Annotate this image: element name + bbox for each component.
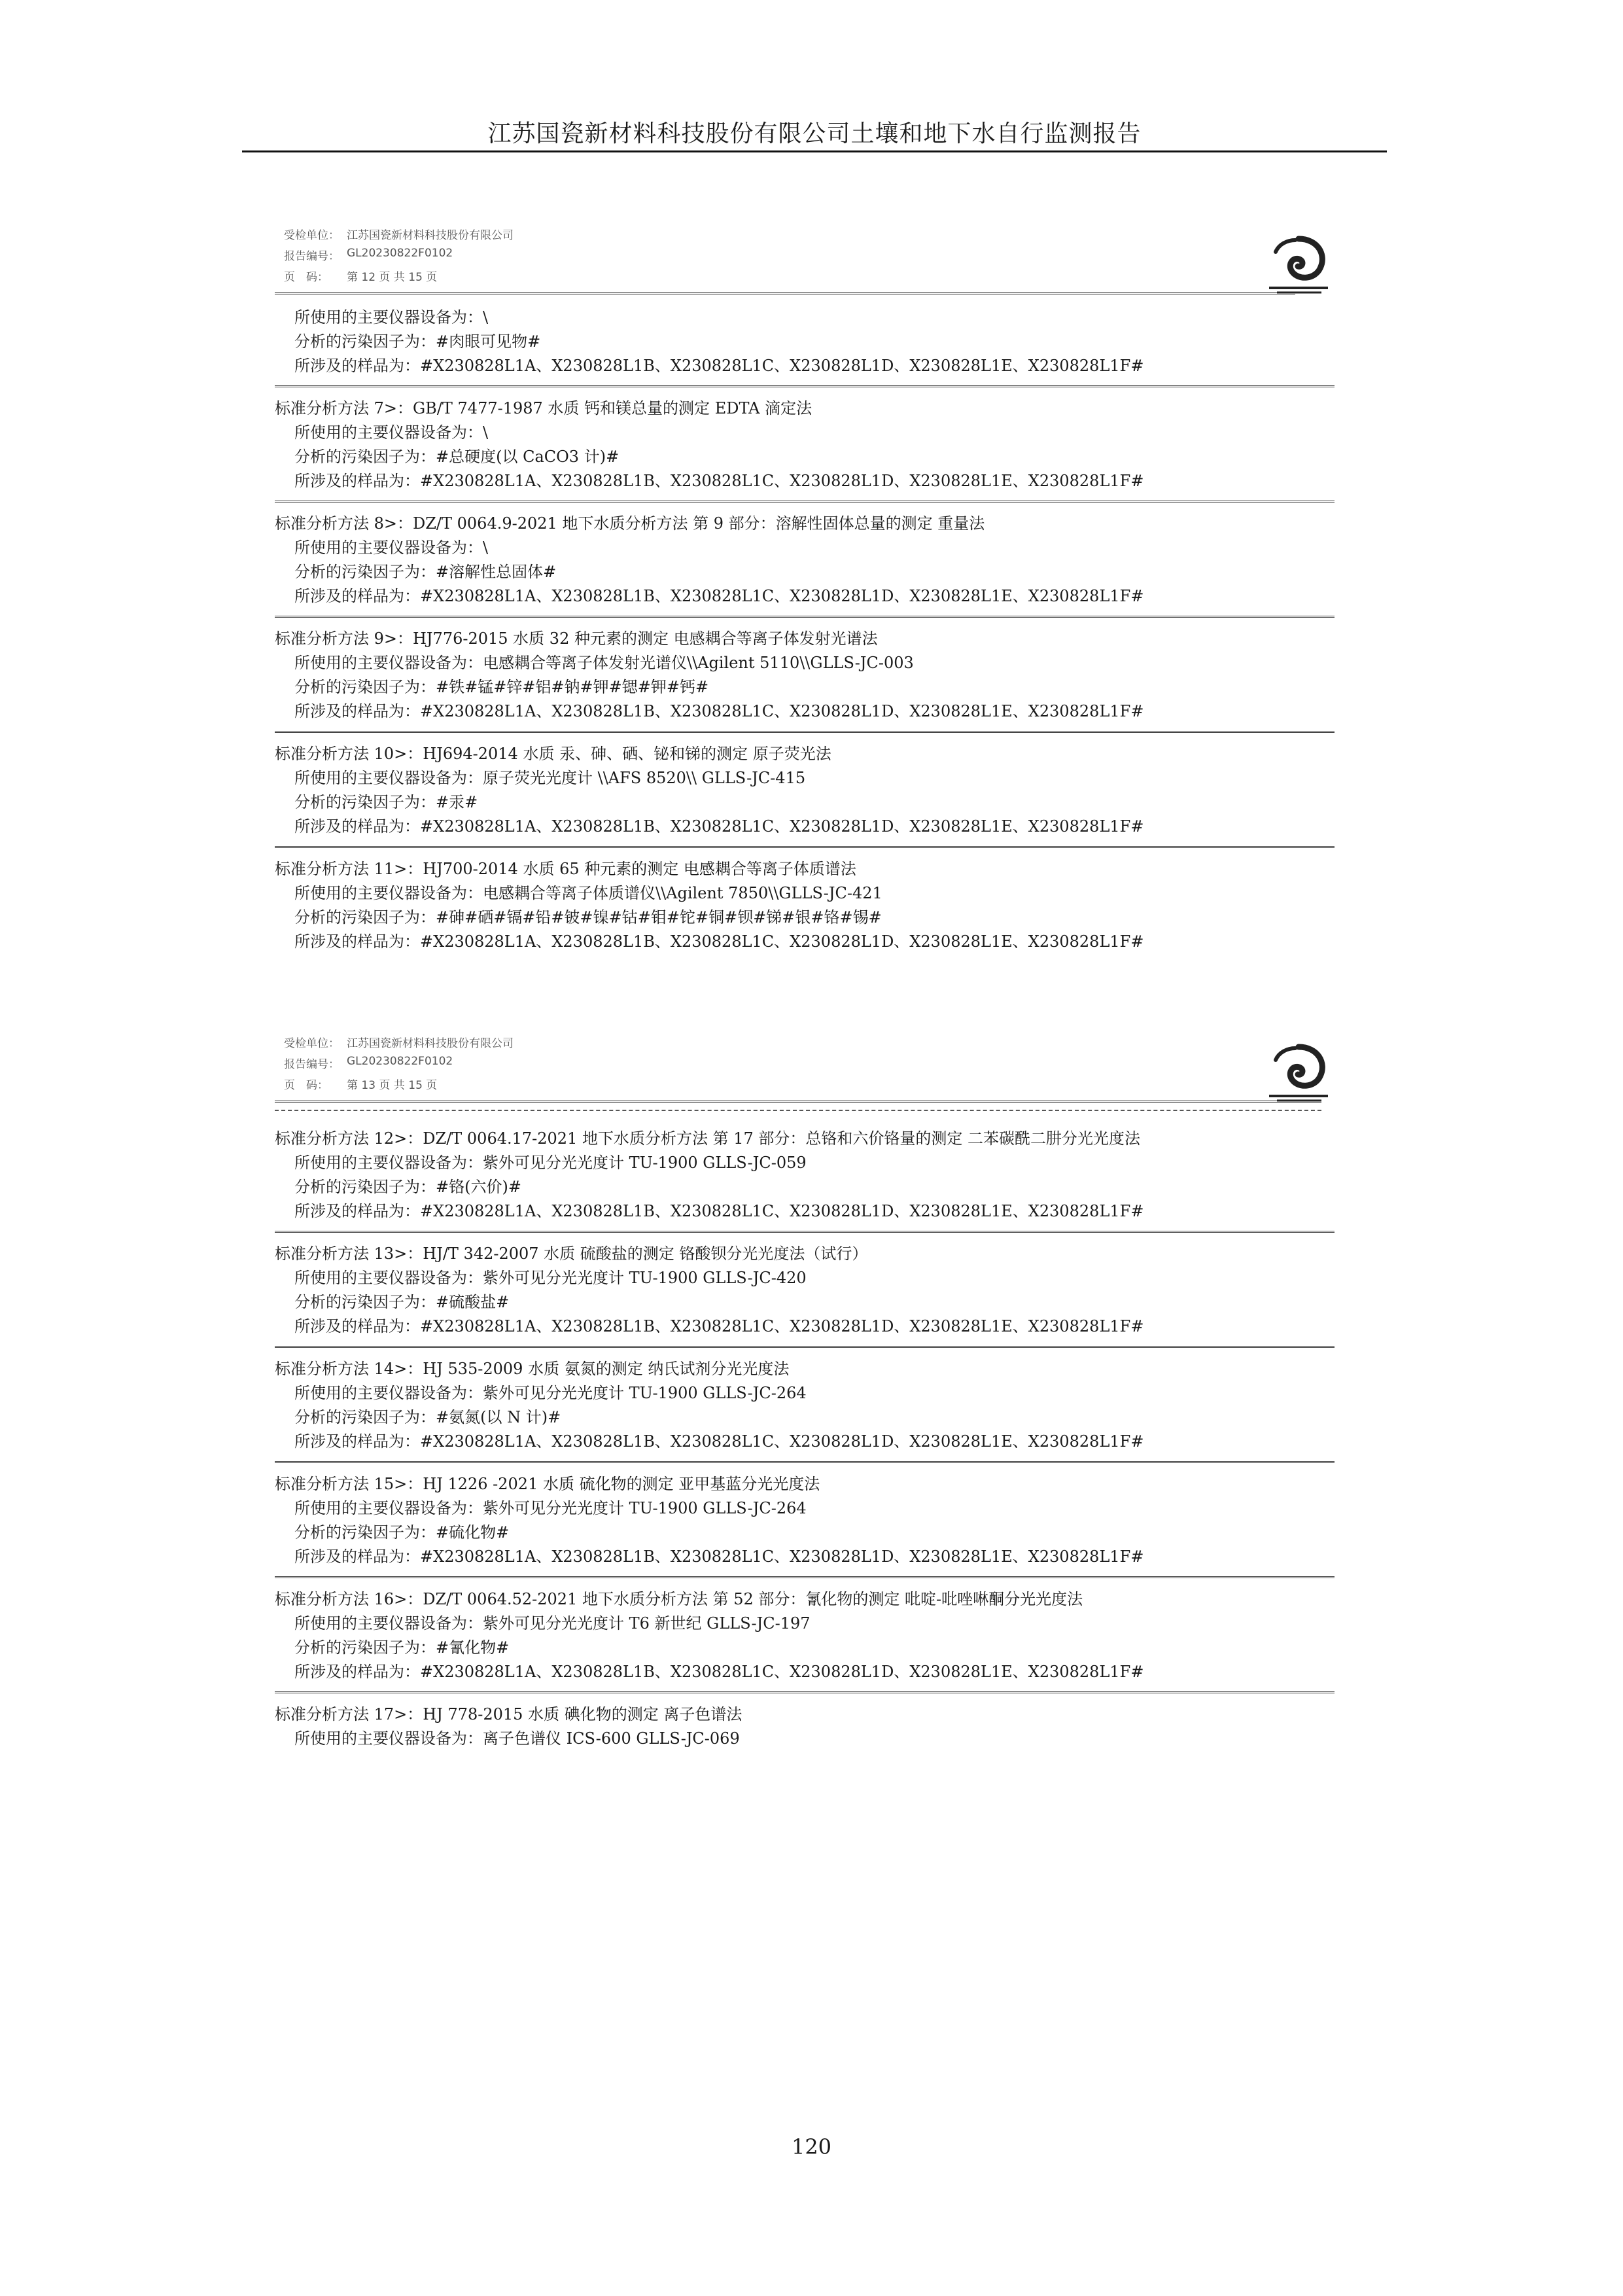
meta-value: 江苏国瓷新材料科技股份有限公司 [347,229,514,242]
method-section [275,393,1335,499]
method-detail-line: 所使用的主要仪器设备为：原子荧光光度计 \\AFS 8520\\ GLLS-JC-415 [294,769,806,787]
meta-value: GL20230822F0102 [347,1055,453,1068]
method-section [275,1468,1335,1574]
report-block-page-13 [275,1034,1335,1756]
method-detail-line: 所涉及的样品为：#X230828L1A、X230828L1B、X230828L1C、X230828L1D、X230828L1E、X230828L1F# [294,817,1144,836]
method-detail-line: 分析的污染因子为：#氰化物# [294,1638,510,1657]
report-meta [275,226,1335,289]
meta-key: 报告编号： [284,250,340,263]
meta-key: 报告编号： [284,1058,340,1071]
method-detail-line: 所涉及的样品为：#X230828L1A、X230828L1B、X230828L1C、X230828L1D、X230828L1E、X230828L1F# [294,702,1144,720]
meta-value: 第 13 页 共 15 页 [347,1079,438,1092]
method-detail-line: 所涉及的样品为：#X230828L1A、X230828L1B、X230828L1C、X230828L1D、X230828L1E、X230828L1F# [294,357,1144,375]
method-detail-line: 所使用的主要仪器设备为：紫外可见分光光度计 T6 新世纪 GLLS-JC-197 [294,1614,811,1633]
section-divider [275,1689,1335,1699]
method-detail-line: 分析的污染因子为：#砷#硒#镉#铅#铍#镍#钴#钼#铊#铜#钡#锑#银#铬#锡# [294,908,882,927]
method-section [275,1583,1335,1689]
method-section [275,302,1335,383]
method-heading: 标准分析方法 14>：HJ 535-2009 水质 氨氮的测定 纳氏试剂分光光度法 [275,1360,790,1378]
method-heading: 标准分析方法 11>：HJ700-2014 水质 65 种元素的测定 电感耦合等离子体质谱法 [275,860,856,878]
meta-row [275,226,1335,247]
method-detail-line: 分析的污染因子为：#汞# [294,793,478,811]
meta-divider [275,1101,1321,1104]
method-detail-line: 所涉及的样品为：#X230828L1A、X230828L1B、X230828L1C、X230828L1D、X230828L1E、X230828L1F# [294,472,1144,490]
section-divider [275,1459,1335,1468]
method-detail-line: 所涉及的样品为：#X230828L1A、X230828L1B、X230828L1C、X230828L1D、X230828L1E、X230828L1F# [294,1663,1144,1681]
method-section [275,1353,1335,1459]
meta-value: 江苏国瓷新材料科技股份有限公司 [347,1037,514,1050]
method-detail-line: 所涉及的样品为：#X230828L1A、X230828L1B、X230828L1C、X230828L1D、X230828L1E、X230828L1F# [294,1547,1144,1566]
method-detail-line: 所使用的主要仪器设备为：\ [294,308,489,327]
method-section [275,853,1335,959]
method-detail-line: 分析的污染因子为：#总硬度(以 CaCO3 计)# [294,448,620,466]
meta-key: 受检单位： [284,229,340,242]
method-detail-line: 所使用的主要仪器设备为：\ [294,539,489,557]
method-heading: 标准分析方法 15>：HJ 1226 -2021 水质 硫化物的测定 亚甲基蓝分光光度法 [275,1475,820,1493]
method-detail-line: 分析的污染因子为：#铁#锰#锌#铝#钠#钾#锶#钾#钙# [294,678,709,696]
method-heading: 标准分析方法 17>：HJ 778-2015 水质 碘化物的测定 离子色谱法 [275,1705,742,1723]
section-divider [275,1344,1335,1353]
method-heading: 标准分析方法 16>：DZ/T 0064.52-2021 地下水质分析方法 第 52 部分：氰化物的测定 吡啶-吡唑啉酮分光光度法 [275,1590,1083,1608]
header-rule [242,150,1387,152]
section-divider [275,844,1335,853]
report-meta [275,1034,1335,1097]
page-title: 江苏国瓷新材料科技股份有限公司土壤和地下水自行监测报告 [487,120,1142,147]
section-divider [275,1574,1335,1583]
method-detail-line: 所使用的主要仪器设备为：紫外可见分光光度计 TU-1900 GLLS-JC-264 [294,1384,807,1402]
section-divider [275,383,1335,393]
meta-value: GL20230822F0102 [347,247,453,260]
meta-key: 页 码： [284,271,328,284]
method-heading: 标准分析方法 8>：DZ/T 0064.9-2021 地下水质分析方法 第 9 部分：溶解性固体总量的测定 重量法 [275,514,985,533]
meta-row [275,247,1335,268]
report-sections [275,1123,1335,1756]
section-divider [275,729,1335,738]
method-detail-line: 分析的污染因子为：#氨氮(以 N 计)# [294,1408,561,1426]
method-heading: 标准分析方法 12>：DZ/T 0064.17-2021 地下水质分析方法 第 17 部分：总铬和六价铬量的测定 二苯碳酰二肼分光光度法 [275,1129,1141,1148]
section-divider [275,1229,1335,1238]
method-section [275,1123,1335,1229]
method-detail-line: 分析的污染因子为：#硫化物# [294,1523,510,1542]
method-detail-line: 所涉及的样品为：#X230828L1A、X230828L1B、X230828L1C、X230828L1D、X230828L1E、X230828L1F# [294,1317,1144,1335]
method-section [275,623,1335,729]
method-detail-line: 分析的污染因子为：#硫酸盐# [294,1293,510,1311]
report-sections [275,302,1335,959]
meta-divider [275,292,1295,296]
meta-row [275,1076,1335,1097]
method-detail-line: 分析的污染因子为：#肉眼可见物# [294,332,541,351]
page-number: 120 [791,2134,832,2159]
meta-key: 受检单位： [284,1037,340,1050]
meta-row [275,268,1335,289]
method-detail-line: 所使用的主要仪器设备为：紫外可见分光光度计 TU-1900 GLLS-JC-059 [294,1154,807,1172]
method-section [275,738,1335,844]
section-divider [275,614,1335,623]
meta-row [275,1055,1335,1076]
method-heading: 标准分析方法 10>：HJ694-2014 水质 汞、砷、硒、铋和锑的测定 原子荧光法 [275,745,831,763]
method-detail-line: 所涉及的样品为：#X230828L1A、X230828L1B、X230828L1C、X230828L1D、X230828L1E、X230828L1F# [294,932,1144,951]
section-divider [275,499,1335,508]
method-detail-line: 所使用的主要仪器设备为：紫外可见分光光度计 TU-1900 GLLS-JC-264 [294,1499,807,1517]
method-detail-line: 分析的污染因子为：#溶解性总固体# [294,563,557,581]
method-heading: 标准分析方法 9>：HJ776-2015 水质 32 种元素的测定 电感耦合等离子体发射光谱法 [275,629,878,648]
method-section [275,1699,1335,1756]
meta-key: 页 码： [284,1079,328,1092]
meta-divider-dashed [275,1110,1321,1111]
method-section [275,508,1335,614]
report-block-page-12 [275,226,1335,959]
method-heading: 标准分析方法 13>：HJ/T 342-2007 水质 硫酸盐的测定 铬酸钡分光光度法（试行） [275,1245,868,1263]
method-detail-line: 所涉及的样品为：#X230828L1A、X230828L1B、X230828L1C、X230828L1D、X230828L1E、X230828L1F# [294,1432,1144,1451]
meta-value: 第 12 页 共 15 页 [347,271,438,284]
method-detail-line: 所涉及的样品为：#X230828L1A、X230828L1B、X230828L1C、X230828L1D、X230828L1E、X230828L1F# [294,587,1144,605]
method-detail-line: 所涉及的样品为：#X230828L1A、X230828L1B、X230828L1C、X230828L1D、X230828L1E、X230828L1F# [294,1202,1144,1220]
method-detail-line: 所使用的主要仪器设备为：电感耦合等离子体发射光谱仪\\Agilent 5110\\GLLS-JC-003 [294,654,914,672]
method-detail-line: 所使用的主要仪器设备为：电感耦合等离子体质谱仪\\Agilent 7850\\GLLS-JC-421 [294,884,882,902]
method-detail-line: 分析的污染因子为：#铬(六价)# [294,1178,521,1196]
method-detail-line: 所使用的主要仪器设备为：紫外可见分光光度计 TU-1900 GLLS-JC-420 [294,1269,807,1287]
method-detail-line: 所使用的主要仪器设备为：离子色谱仪 ICS-600 GLLS-JC-069 [294,1729,740,1748]
method-heading: 标准分析方法 7>：GB/T 7477-1987 水质 钙和镁总量的测定 EDTA 滴定法 [275,399,812,417]
method-section [275,1238,1335,1344]
meta-row [275,1034,1335,1055]
method-detail-line: 所使用的主要仪器设备为：\ [294,423,489,442]
